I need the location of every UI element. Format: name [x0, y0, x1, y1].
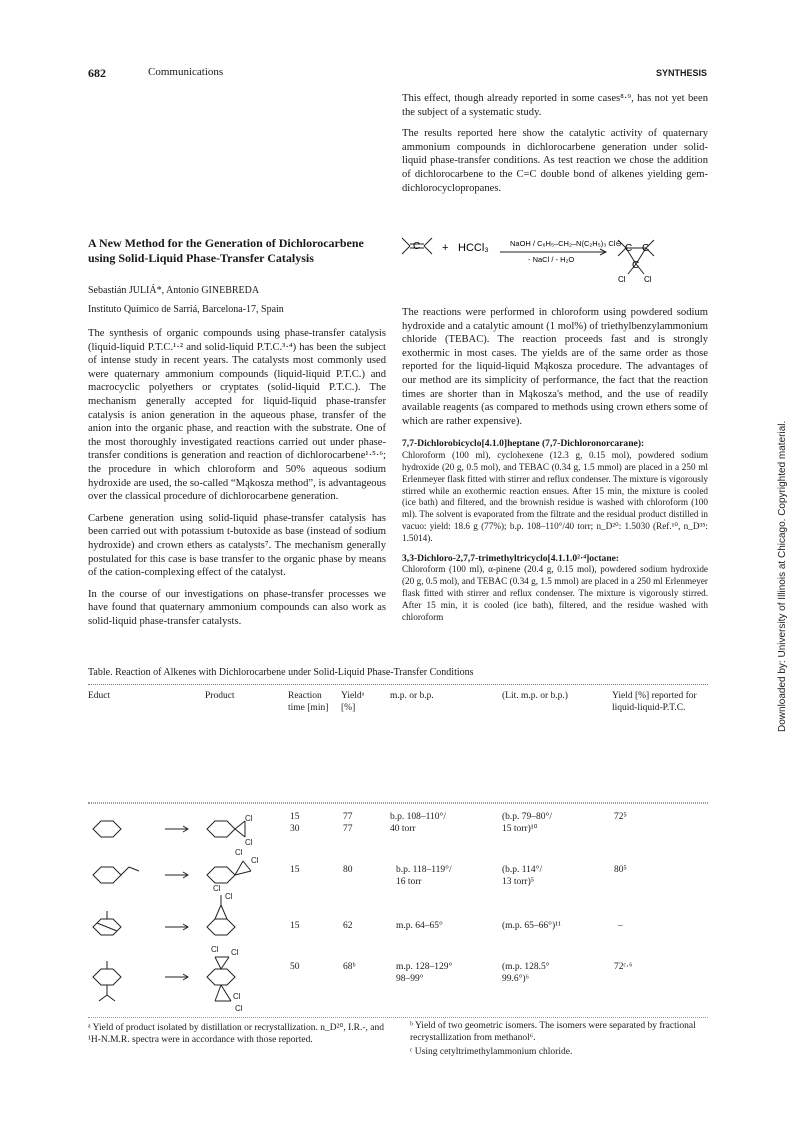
cell-ref: 72ᶜ·⁶ — [614, 962, 633, 972]
cell-ref: 80⁵ — [614, 865, 627, 875]
article-title: A New Method for the Generation of Dichlorocarbene using Solid-Liquid Phase-Transfer Catalysis — [88, 236, 364, 265]
cell-mp: m.p. 128–129° 98–99° — [396, 962, 453, 984]
scheme-cl-right: Cl — [644, 275, 652, 284]
experimental-1 — [402, 438, 708, 544]
section-label: Communications — [148, 66, 224, 78]
download-notice: Downloaded by: University of Illinois at Chicago. Copyrighted material. — [777, 420, 788, 732]
table-structures — [85, 805, 265, 1017]
cell-mp: b.p. 108–110°/ 40 torr — [390, 812, 446, 834]
th-educt: Educt — [88, 691, 111, 701]
th-product: Product — [205, 691, 235, 701]
cl-label: Cl — [245, 838, 253, 847]
experimental-text: Chloroform (100 ml), α-pinene (20.4 g, 0.15 mol), powdered sodium hydroxide (20 g, 0.5 mol), and TEBAC (0.34 g, 1.5 mmol) are placed in a 250 ml Erlenmeyer flask fitted with stirrer and reflux condenser. The mixture is vigorously stirred. After 15 min, it is cooled (ice bath), filtered, and the residue washed with chloroform — [402, 564, 708, 622]
th-lit: (Lit. m.p. or b.p.) — [502, 691, 568, 701]
cl-label: Cl — [225, 892, 233, 901]
experimental-title: 3,3-Dichloro-2,7,7-trimethyltricyclo[4.1.1.0²·⁴]octane: — [402, 552, 620, 564]
svg-text:C: C — [413, 241, 421, 252]
table-header-rule — [88, 803, 708, 804]
footnote-a: ᵃ Yield of product isolated by distillation or recrystallization. n_D²⁰, I.R.-, and ¹H-N.M.R. spectra were in accordance with those reported. — [88, 1023, 384, 1045]
cell-ref: – — [618, 921, 623, 931]
cl-label: Cl — [211, 945, 219, 954]
footnote-c: ᶜ Using cetyltrimethylammonium chloride. — [410, 1047, 573, 1057]
paragraph: In the course of our investigations on phase-transfer processes we have found that quaternary ammonium compounds can also work as solid-liquid phase-transfer catalysts. — [88, 588, 386, 627]
paragraph: Carbene generation using solid-liquid phase-transfer catalysis has been carried out with potassium t-butoxide as base (instead of sodium hydroxide) and crown ethers as catalysts⁷. The mechanism generally postulated for this case is base transfer to the organic phase by means of the cation-complexing effect of the catalyst. — [88, 512, 386, 579]
th-time: Reaction time [min] — [288, 691, 329, 713]
journal-name: SYNTHESIS — [655, 68, 707, 78]
page-number: 682 — [88, 66, 106, 80]
cell-lit: (m.p. 65–66°)¹¹ — [502, 921, 561, 931]
cl-label: Cl — [245, 814, 253, 823]
cell-time: 50 — [290, 962, 300, 972]
th-ref-yield: Yield [%] reported for liquid-liquid-P.T.C. — [612, 691, 697, 713]
paragraph: This effect, though already reported in some cases⁸·⁹, has not yet been the subject of a systematic study. — [402, 93, 708, 118]
paragraph: The reactions were performed in chloroform using powdered sodium hydroxide and a catalytic amount (1 mol%) of triethylbenzylammonium chloride (TEBAC). The reaction proceeds fast and is strongly exothermic in most cases. The yields are of the same order as those reported for the liquid-liquid Mąkosza procedure. The advantages of our method are its simplicity of performance, the fact that the reaction times are shorter than in Mąkosza's method, and the use of readily available reagents (as compared to methods using crown ethers some of which are rather expensive). — [402, 307, 708, 427]
cl-label: Cl — [213, 884, 221, 893]
paragraph: The results reported here show the catalytic activity of quaternary ammonium compounds in dichlorocarbene generation under solid-liquid phase-transfer conditions. As test reaction we chose the addition of dichlorocarbene to the C=C double bond of alkenes yielding gem-dichlorocyclopropanes. — [402, 128, 708, 194]
table-bottom-rule — [88, 1017, 708, 1018]
scheme-above-arrow: NaOH / C₆H₅–CH₂–N(C₂H₅)₃ Cl⊖ — [510, 239, 622, 248]
cell-lit: (b.p. 114°/ 13 torr)⁵ — [502, 865, 543, 887]
cl-label: Cl — [235, 1004, 243, 1013]
right-body — [402, 306, 708, 623]
scheme-plus: + — [442, 242, 449, 254]
experimental-text: Chloroform (100 ml), cyclohexene (12.3 g, 0.15 mol), powdered sodium hydroxide (20 g, 0.5 mol), and TEBAC (0.34 g, 1.5 mmol) are placed in a 250 ml Erlenmeyer flask fitted with stirrer and reflux condenser. The mixture is vigorously stirred while an exothermic reaction ensues. After 15 min, the mixture is cooled (ice bath) and filtered, and the brownish residue is washed with chloroform (100 ml). The solvent is evaporated from the filtrate and the residual product distilled in vacuo: yield: 18.6 g (77%); b.p. 108–110°/40 torr; n_D²⁰: 1.5030 (Ref.¹⁰, n_D³⁵: 1.5014). — [402, 450, 708, 543]
cell-ref: 72⁵ — [614, 812, 627, 822]
svg-text:C: C — [632, 260, 640, 271]
cell-time: 15 — [290, 921, 300, 931]
authors: Sebastián JULIÁ*, Antonio GINEBREDA — [88, 285, 260, 296]
cell-yield: 77 77 — [343, 812, 353, 834]
table-top-rule — [88, 684, 708, 685]
cell-yield: 68ᵇ — [343, 962, 356, 972]
download-sidebar — [765, 260, 788, 740]
table-caption: Table. Reaction of Alkenes with Dichlorocarbene under Solid-Liquid Phase-Transfer Conditions — [88, 667, 474, 678]
cell-time: 15 30 — [290, 812, 300, 834]
cell-lit: (b.p. 79–80°/ 15 torr)¹⁰ — [502, 812, 552, 834]
th-yield: Yieldᵃ [%] — [341, 691, 365, 713]
left-body — [88, 327, 386, 636]
cl-label: Cl — [235, 848, 243, 857]
cell-yield: 62 — [343, 921, 353, 931]
experimental-title: 7,7-Dichlorobicyclo[4.1.0]heptane (7,7-Dichloronorcarane): — [402, 438, 645, 450]
cell-yield: 80 — [343, 865, 353, 875]
cell-mp: b.p. 118–119°/ 16 torr — [396, 865, 452, 887]
cl-label: Cl — [233, 992, 241, 1001]
cl-label: Cl — [231, 948, 239, 957]
svg-text:C: C — [642, 243, 650, 254]
th-mp: m.p. or b.p. — [390, 691, 434, 701]
footnote-b: ᵇ Yield of two geometric isomers. The isomers were separated by fractional recrystallization from methanol⁶. — [410, 1021, 696, 1043]
scheme-reagent: HCCl₃ — [458, 242, 489, 254]
right-top-text — [402, 92, 708, 203]
reaction-scheme — [400, 226, 710, 288]
svg-text:C: C — [625, 243, 633, 254]
scheme-below-arrow: - NaCl / - H₂O — [528, 255, 575, 264]
cell-lit: (m.p. 128.5° 99.6°)⁶ — [502, 962, 550, 984]
cell-time: 15 — [290, 865, 300, 875]
institution: Instituto Químico de Sarriá, Barcelona-17, Spain — [88, 304, 284, 315]
scheme-cl-left: Cl — [618, 275, 626, 284]
cell-mp: m.p. 64–65° — [396, 921, 443, 931]
experimental-2 — [402, 553, 708, 624]
paragraph: The synthesis of organic compounds using phase-transfer catalysis (liquid-liquid P.T.C.¹·² and solid-liquid P.T.C.³·⁴) has been the subject of intense study in recent years. The catalysts most commonly used were quaternary ammonium compounds (liquid-liquid P.T.C.) and macrocyclic polyethers or cryptates (solid-liquid P.T.C.). The mechanism generally accepted for liquid-liquid phase-transfer catalysis is anion generation in the aqueous phase, transfer of the anion into the organic phase, and reaction with the substrate. One of the most thoroughly investigated reactions carried out under phase-transfer conditions is generation and reaction of dichlorocarbene¹·⁵·⁶; the procedure in which chloroform and 50% aqueous sodium hydroxide are used, the so-called “Mąkosza method”, is advantageous over the classical procedure of dichlorocarbene generation. — [88, 328, 386, 503]
cl-label: Cl — [251, 856, 259, 865]
